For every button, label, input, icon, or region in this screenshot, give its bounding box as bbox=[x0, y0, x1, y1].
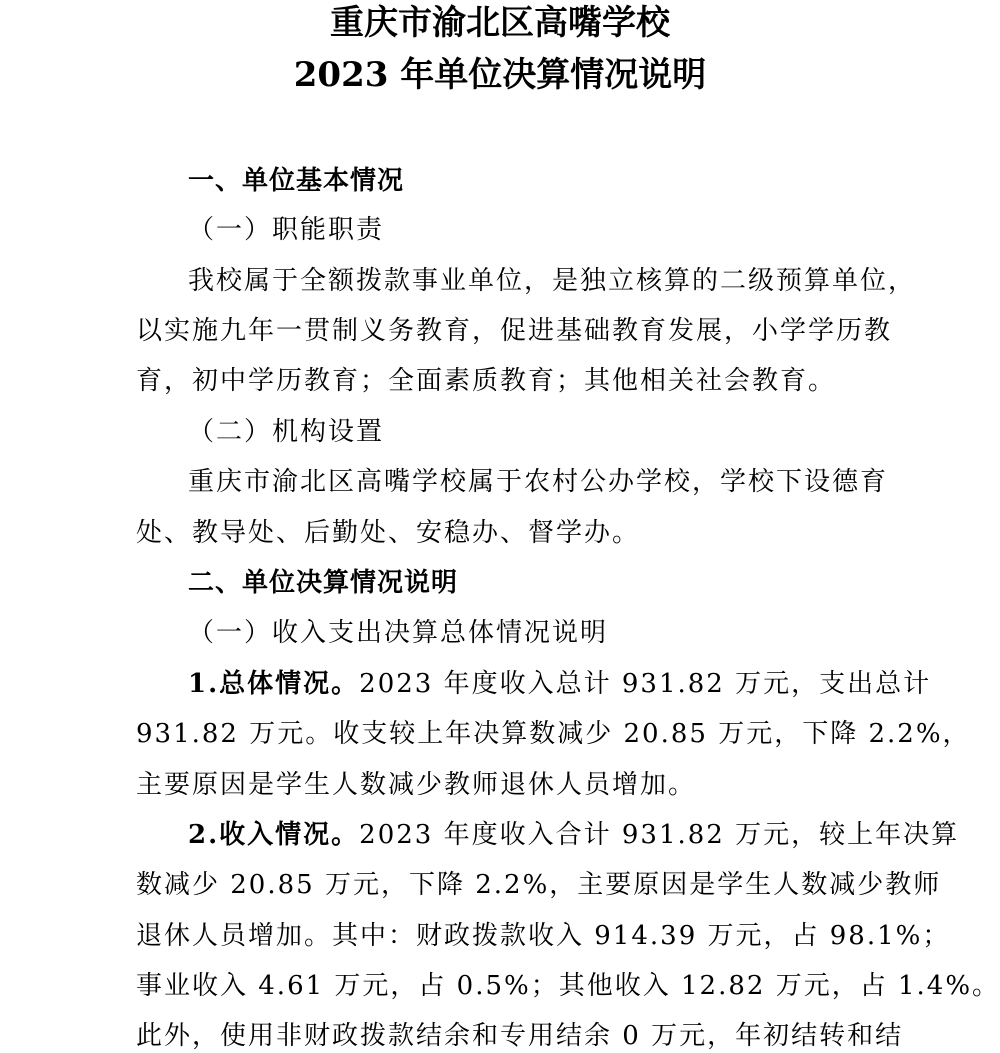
paragraph2-line4: 事业收入 4.61 万元，占 0.5%；其他收入 12.82 万元，占 1.4%。 bbox=[136, 971, 1000, 1001]
paragraph1-line1 bbox=[188, 667, 932, 701]
section1-sub1-line3: 育，初中学历教育；全面素质教育；其他相关社会教育。 bbox=[136, 366, 837, 396]
section1-sub2-line2: 处、教导处、后勤处、安稳办、督学办。 bbox=[136, 518, 641, 548]
section1-sub1-line2: 以实施九年一贯制义务教育，促进基础教育发展，小学学历教 bbox=[136, 316, 893, 346]
paragraph2-line3: 退休人员增加。其中：财政拨款收入 914.39 万元，占 98.1%； bbox=[136, 921, 951, 951]
section2-heading: 二、单位决算情况说明 bbox=[188, 568, 459, 598]
paragraph1-lead: 1.总体情况。 bbox=[188, 669, 360, 699]
document-title-line2: 2023 年单位决算情况说明 bbox=[293, 55, 707, 95]
paragraph1-line3: 主要原因是学生人数减少教师退休人员增加。 bbox=[136, 770, 697, 800]
section1-sub1-heading: （一）职能职责 bbox=[188, 215, 385, 245]
document-title-line1: 重庆市渝北区高嘴学校 bbox=[330, 3, 670, 43]
paragraph2-line1-text: 2023 年度收入合计 931.82 万元，较上年决算 bbox=[359, 820, 960, 850]
section1-sub2-heading: （二）机构设置 bbox=[188, 417, 385, 447]
paragraph2-line2: 数减少 20.85 万元，下降 2.2%，主要原因是学生人数减少教师 bbox=[136, 870, 942, 900]
paragraph1-line2: 931.82 万元。收支较上年决算数减少 20.85 万元，下降 2.2%， bbox=[136, 719, 971, 749]
section1-sub1-line1: 我校属于全额拨款事业单位，是独立核算的二级预算单位， bbox=[188, 266, 917, 296]
paragraph2-lead: 2.收入情况。 bbox=[188, 820, 360, 850]
section1-heading: 一、单位基本情况 bbox=[188, 166, 405, 196]
section1-sub2-line1: 重庆市渝北区高嘴学校属于农村公办学校，学校下设德育 bbox=[188, 467, 889, 497]
paragraph2-line1 bbox=[188, 818, 960, 852]
section2-sub1-heading: （一）收入支出决算总体情况说明 bbox=[188, 618, 609, 648]
paragraph1-line1-text: 2023 年度收入总计 931.82 万元，支出总计 bbox=[359, 669, 932, 699]
paragraph2-line5: 此外，使用非财政拨款结余和专用结余 0 万元，年初结转和结 bbox=[136, 1021, 904, 1051]
